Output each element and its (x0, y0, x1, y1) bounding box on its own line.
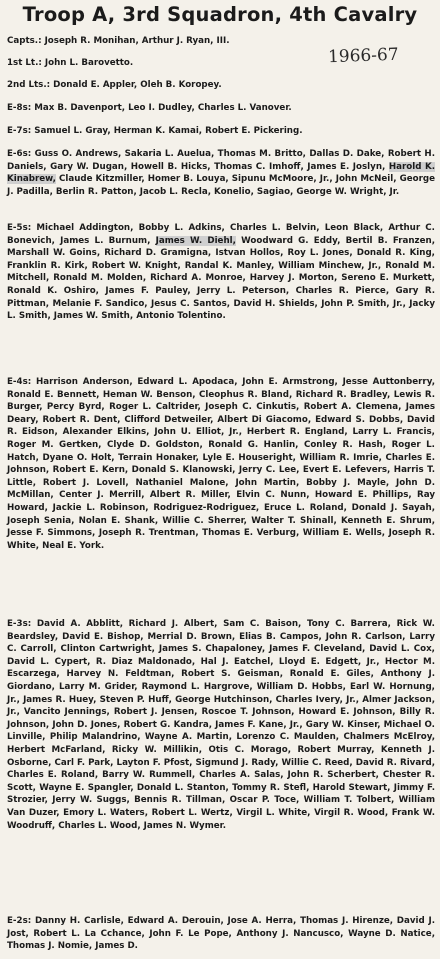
page-title: Troop A, 3rd Squadron, 4th Cavalry (22, 3, 418, 26)
captains-line: Capts.: Joseph R. Monihan, Arthur J. Ryan, III. (7, 36, 230, 46)
e6s-text-before: E-6s: Guss O. Andrews, Sakaria L. Auelua, Thomas M. Britto, Dallas D. Dake, Robert H. Daniels, Gary W. Dugan, Howell B. Hicks, Thomas C. Imhoff, James E. Joslyn, (7, 149, 435, 172)
first-lieutenant-line: 1st Lt.: John L. Barovetto. (7, 58, 134, 68)
e6s-paragraph (7, 148, 435, 198)
e2s-paragraph: E-2s: Danny H. Carlisle, Edward A. Derouin, Jose A. Herra, Thomas J. Hirenze, David J. Jost, Robert L. La Cchance, John F. Le Pope, Anthony J. Nancusco, Wayne D. Natice, Thomas J. Nomie, James D. (7, 916, 435, 952)
e5s-paragraph (7, 222, 435, 323)
second-lieutenants-line: 2nd Lts.: Donald E. Appler, Oleh B. Koropey. (7, 80, 222, 90)
e6s-highlighted-name: Harold K. Kinabrew, (7, 161, 435, 185)
e5s-text-after: Woodward G. Eddy, Bertil B. Franzen, Marshall W. Goins, Richard D. Gramigna, Istvan Hollos, Roy L. Jones, Donald R. King, Franklin R. Kirk, Robert W. Knight, Randal K. Manley, William Minchew, Jr., Ronald M. Mitchell, Ronald M. Molden, Richard A. Monroe, Harvey J. Morton, Sereno E. Murkett, Ronald K. Oshiro, James F. Pauley, Jerry L. Peterson, Charles R. Pierce, Gary R. Pittman, Melanie F. Sandico, Jesus C. Santos, David H. Shields, John P. Smith, Jr., Jacky L. Smith, James W. Smith, Antonio Tolentino. (7, 235, 435, 322)
e6s-text-after: Claude Kitzmiller, Homer B. Louya, Sipunu McMoore, Jr., John McNeil, George J. Padilla, Berlin R. Patton, Jacob L. Recla, Konelio, Sagiao, George W. Wright, Jr. (7, 174, 435, 197)
e7s-line: E-7s: Samuel L. Gray, Herman K. Kamai, Robert E. Pickering. (7, 126, 303, 136)
e4s-paragraph: E-4s: Harrison Anderson, Edward L. Apodaca, John E. Armstrong, Jesse Auttonberry, Ronald E. Bennett, Heman W. Benson, Cleophus R. Bland, Richard R. Bradley, Lewis R. Burger, Percy Byrd, Roger L. Caltrider, Joseph C. Cinkutis, Robert A. Clemena, James Deary, Robert R. Dent, Clifford Detweiler, Albert Di Giacomo, Edward S. Dobbs, David R. Eidson, Alexander Elkins, John U. Elliot, Jr., Herbert R. England, Larry L. Francis, Roger M. Gertken, Clyde D. Goldston, Ronald G. Hanlin, Conley R. Hash, Roger L. Hatch, Dyane O. Holt, Terrain Honaker, Lyle E. Houseright, William R. Imrie, Charles E. Johnson, Robert E. Kern, Donald S. Klanowski, Jerry C. Lee, Evert E. Lefevers, Harris T. Little, Robert J. Lovell, Nathaniel Malone, John Martin, Bobby J. Mayle, John D. McMillan, Center J. Merrill, Albert R. Miller, Elvin C. Nunn, Howard E. Phillips, Ray Howard, Jackie L. Robinson, Rodriguez-Rodriguez, Eruce L. Roland, Donald J. Sayah, Joseph Senia, Nolan E. Shank, Willie C. Sherrer, Walter T. Shinall, Kenneth E. Shrum, Jesse F. Simmons, Joseph R. Trentman, Thomas E. Verburg, William E. Wells, Joseph R. White, Neal E. York. (7, 377, 435, 551)
e8s-line: E-8s: Max B. Davenport, Leo I. Dudley, Charles L. Vanover. (7, 103, 292, 113)
handwritten-year-annotation: 1966-67 (327, 44, 399, 68)
e5s-highlighted-name: James W. Diehl, (155, 235, 236, 246)
e5s-text-before: E-5s: Michael Addington, Bobby L. Adkins, Charles L. Belvin, Leon Black, Arthur C. Bonevich, James L. Burnum, (7, 223, 435, 246)
e3s-paragraph: E-3s: David A. Abblitt, Richard J. Albert, Sam C. Baison, Tony C. Barrera, Rick W. Beardsley, David E. Bishop, Merrial D. Brown, Elias B. Campos, John R. Carlson, Larry C. Carroll, Clinton Cartwright, James S. Chapaloney, James F. Cleveland, David L. Cox, David L. Cypert, R. Diaz Maldonado, Hal J. Eatchel, Lloyd E. Edgett, Jr., Hector M. Escarzega, Harvey N. Feldtman, Robert S. Geisman, Ronald E. Giles, Anthony J. Giordano, Larry M. Grider, Raymond L. Hargrove, William D. Hobbs, Earl W. Hornung, Jr., James R. Huey, Steven P. Huff, George Hutchinson, Charles Ivery, Jr., Almer Jackson, Jr., Vancito Jennings, Robert J. Jensen, Roscoe T. Johnson, Howard E. Johnson, Billy R. Johnson, John D. Jones, Robert G. Kandra, James F. Kane, Jr., Gary W. Kinser, Michael O. Linville, Philip Malandrino, Wayne A. Martin, Lorenzo C. Maulden, Chalmers McElroy, Herbert McFarland, Ricky W. Millikin, Otis C. Morago, Robert Murray, Kenneth J. Osborne, Carl F. Park, Layton F. Pfost, Sigmund J. Rady, Willie C. Reed, David R. Rivard, Charles E. Roland, Barry W. Rummell, Charles A. Salas, John R. Scherbert, Chester R. Scott, Wayne E. Spangler, Donald L. Stanton, Tommy R. Stefl, Harold Stewart, Jimmy F. Strozier, Jerry W. Suggs, Bennis R. Tillman, Oscar P. Toce, William T. Tolbert, William Van Duzer, Emory L. Waters, Robert L. Wertz, Virgil L. White, Virgil R. Wood, Frank W. Woodruff, Charles L. Wood, James N. Wymer. (7, 619, 435, 831)
